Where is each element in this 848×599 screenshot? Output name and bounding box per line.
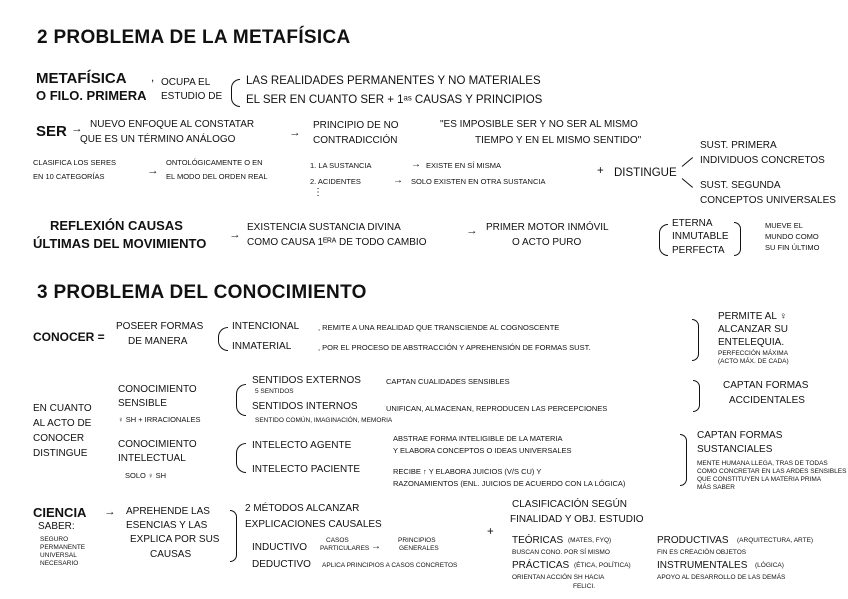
intelectual-right-bracket — [680, 434, 687, 486]
orden-real-text: EL MODO DEL ORDEN REAL — [166, 172, 268, 181]
al-acto-de: AL ACTO DE — [33, 418, 92, 429]
ocupa-text: OCUPA EL — [161, 77, 211, 88]
aprehende-1: APREHENDE LAS — [126, 506, 210, 517]
accidentes-item: 2. ACIDENTES — [310, 177, 361, 186]
sensible-right-bracket — [693, 380, 700, 412]
practicas-label: PRÁCTICAS — [512, 560, 570, 571]
sensible-bracket — [236, 384, 246, 416]
ontologicamente-text: ONTOLÓGICAMENTE O EN — [166, 158, 263, 167]
ciencia-arrow: → — [104, 506, 116, 518]
distingue-label: DISTINGUE — [614, 167, 677, 179]
sensible-sujetos: ♀ SH + IRRACIONALES — [118, 415, 201, 424]
principio-label: PRINCIPIO DE NO — [313, 120, 399, 131]
instrumentales-ejemplos: (LÓGICA) — [755, 562, 784, 569]
conocer: CONOCER — [33, 433, 85, 444]
captan-formas-1: CAPTAN FORMAS — [723, 380, 809, 391]
reflexion-label: REFLEXIÓN CAUSAS — [50, 218, 183, 233]
aprehende-4: CAUSAS — [150, 549, 192, 560]
primer-motor: PRIMER MOTOR INMÓVIL — [486, 222, 609, 233]
instrumentales-desc: APOYO AL DESARROLLO DE LAS DEMÁS — [657, 574, 786, 581]
conocer-right-bracket — [692, 319, 699, 361]
perfeccion-maxima: PERFECCIÓN MÁXIMA — [718, 350, 789, 357]
clasificacion-2: FINALIDAD Y OBJ. ESTUDIO — [510, 514, 644, 525]
aprehende-2: ESENCIAS Y LAS — [126, 520, 208, 531]
clasifica-plus: + — [597, 165, 604, 177]
intel-note-4: MÁS SABER — [697, 484, 735, 491]
alcanzar-su: ALCANZAR SU — [718, 324, 789, 335]
de-manera: DE MANERA — [128, 336, 188, 347]
conocimiento-sensible-1: CONOCIMIENTO — [118, 384, 197, 395]
saber-label: SABER: — [38, 521, 75, 532]
saber-permanente: PERMANENTE — [40, 544, 86, 551]
practicas-ejemplos: (ÉTICA, POLÍTICA) — [574, 562, 631, 569]
productivas-label: PRODUCTIVAS — [657, 535, 729, 546]
intel-note-1: MENTE HUMANA LLEGA, TRAS DE TODAS — [697, 460, 828, 467]
ser-arrow: → — [71, 123, 83, 135]
causa-cambio: COMO CAUSA 1ᴱᴿᴬ DE TODO CAMBIO — [247, 237, 427, 248]
practicas-desc-2: FELICI. — [573, 583, 596, 590]
accidentes-desc: SOLO EXISTEN EN OTRA SUSTANCIA — [411, 177, 546, 186]
poseer-formas: POSEER FORMAS — [116, 321, 204, 332]
saber-seguro: SEGURO — [40, 536, 69, 543]
deductivo-label: DEDUCTIVO — [252, 559, 311, 570]
conocer-bracket — [218, 327, 228, 351]
imposible-quote-2: TIEMPO Y EN EL MISMO SENTIDO" — [475, 135, 642, 146]
perfecta: PERFECTA — [672, 245, 725, 256]
eterna: ETERNA — [672, 218, 713, 229]
teoricas-desc: BUSCAN CONO. POR SÍ MISMO — [512, 549, 610, 556]
accidentales: ACCIDENTALES — [729, 395, 805, 406]
intel-note-3: QUE CONSTITUYEN LA MATERIA PRIMA — [697, 476, 822, 483]
section-3-title: 3 PROBLEMA DEL CONOCIMIENTO — [37, 282, 367, 303]
distingue-branch-down — [682, 178, 693, 188]
captan-formas-2: CAPTAN FORMAS — [697, 430, 783, 441]
motor-bracket — [659, 224, 668, 256]
meta-comma: , — [151, 72, 155, 84]
sustancia-arrow: → — [411, 159, 421, 170]
mundo-como: MUNDO COMO — [765, 232, 819, 241]
en-cuanto: EN CUANTO — [33, 403, 92, 414]
sentidos-internos: SENTIDOS INTERNOS — [252, 401, 358, 412]
distingue: DISTINGUE — [33, 448, 88, 459]
clasificacion-1: CLASIFICACIÓN SEGÚN — [512, 499, 628, 510]
intelecto-paciente: INTELECTO PACIENTE — [252, 464, 360, 475]
intelectual-bracket — [236, 443, 246, 473]
clasifica-arrow: → — [147, 165, 159, 177]
fin-ultimo: SU FIN ÚLTIMO — [765, 243, 820, 252]
sustancia-item: 1. LA SUSTANCIA — [310, 161, 372, 170]
externos-desc: CAPTAN CUALIDADES SENSIBLES — [386, 377, 510, 386]
mueve-el: MUEVE EL — [765, 221, 803, 230]
sustancia-desc: EXISTE EN SÍ MISMA — [426, 161, 502, 170]
teoricas-ejemplos: (MATES, FYQ) — [568, 537, 612, 544]
categorias-label: EN 10 CATEGORÍAS — [33, 172, 105, 181]
saber-universal: UNIVERSAL — [40, 552, 77, 559]
cinco-sentidos: 5 SENTIDOS — [255, 388, 294, 395]
clasifica-label: CLASIFICA LOS SERES — [33, 158, 116, 167]
sustanciales: SUSTANCIALES — [697, 444, 773, 455]
contradiccion-label: CONTRADICCIÓN — [313, 135, 398, 146]
metafisica-label: METAFÍSICA — [36, 70, 127, 87]
meta-realidades: LAS REALIDADES PERMANENTES Y NO MATERIALES — [246, 75, 541, 87]
conocer-label: CONOCER = — [33, 330, 105, 344]
more-dots: ⋮ — [313, 187, 323, 198]
sust-segunda: SUST. SEGUNDA — [700, 180, 781, 191]
saber-necesario: NECESARIO — [40, 560, 79, 567]
agente-desc-1: ABSTRAE FORMA INTELIGIBLE DE LA MATERIA — [393, 434, 563, 443]
deductivo-desc: APLICA PRINCIPIOS A CASOS CONCRETOS — [322, 562, 458, 569]
agente-desc-2: Y ELABORA CONCEPTOS O IDEAS UNIVERSALES — [393, 446, 572, 455]
motor-bracket-right — [734, 222, 741, 256]
instrumentales-label: INSTRUMENTALES — [657, 560, 748, 571]
inductivo-arrow: → — [371, 541, 381, 552]
inmaterial-desc: , POR EL PROCESO DE ABSTRACCIÓN Y APREHENSIÓN DE FORMAS SUST. — [318, 343, 591, 352]
sentidos-externos: SENTIDOS EXTERNOS — [252, 375, 361, 386]
reflexion-arrow-2: → — [466, 225, 478, 237]
internos-desc: UNIFICAN, ALMACENAN, REPRODUCEN LAS PERCEPCIONES — [386, 404, 608, 413]
entelequia: ENTELEQUIA. — [718, 337, 785, 348]
ciencia-plus: + — [487, 526, 494, 538]
ser-label: SER — [36, 123, 67, 140]
ciencia-bracket — [230, 510, 237, 562]
filo-primera-label: O FILO. PRIMERA — [36, 88, 147, 103]
imposible-quote-1: "ES IMPOSIBLE SER Y NO SER AL MISMO — [440, 119, 638, 130]
inductivo-principios: PRINCIPIOS — [398, 537, 436, 544]
inmaterial-label: INMATERIAL — [232, 341, 292, 352]
acto-max: (ACTO MÁX. DE CADA) — [718, 358, 789, 365]
metodos-1: 2 MÉTODOS ALCANZAR — [245, 503, 360, 514]
ciencia-label: CIENCIA — [33, 505, 87, 520]
metodos-2: EXPLICACIONES CAUSALES — [245, 519, 382, 530]
paciente-desc-1: RECIBE ↑ Y ELABORA JUICIOS (V/S CU) Y — [393, 467, 542, 476]
conceptos-universales: CONCEPTOS UNIVERSALES — [700, 195, 836, 206]
productivas-ejemplos: (ARQUITECTURA, ARTE) — [737, 537, 814, 544]
teoricas-label: TEÓRICAS — [512, 535, 564, 546]
individuos-concretos: INDIVIDUOS CONCRETOS — [700, 155, 825, 166]
ultimas-movimiento-label: ÚLTIMAS DEL MOVIMIENTO — [33, 236, 207, 251]
existencia-sustancia: EXISTENCIA SUSTANCIA DIVINA — [247, 222, 401, 233]
meta-bracket — [231, 79, 240, 107]
ser-enfoque: NUEVO ENFOQUE AL CONSTATAR — [90, 119, 255, 130]
sust-primera: SUST. PRIMERA — [700, 140, 777, 151]
intelectual-sujetos: SOLO ♀ SH — [125, 471, 167, 480]
accidentes-arrow: → — [393, 175, 403, 186]
paciente-desc-2: RAZONAMIENTOS (ENL. JUICIOS DE ACUERDO CON LA LÓGICA) — [393, 479, 626, 488]
inductivo-particulares: PARTICULARES — [320, 545, 370, 552]
inductivo-generales: GENERALES — [399, 545, 439, 552]
conocimiento-sensible-2: SENSIBLE — [118, 398, 167, 409]
practicas-desc-1: ORIENTAN ACCIÓN SH HACIA — [512, 574, 605, 581]
permite-al: PERMITE AL ♀ — [718, 311, 787, 322]
estudio-text: ESTUDIO DE — [161, 91, 223, 102]
intencional-label: INTENCIONAL — [232, 321, 300, 332]
inmutable: INMUTABLE — [672, 231, 729, 242]
inductivo-label: INDUCTIVO — [252, 542, 307, 553]
acto-puro: O ACTO PURO — [512, 237, 582, 248]
intencional-desc: , REMITE A UNA REALIDAD QUE TRANSCIENDE AL COGNOSCENTE — [318, 323, 560, 332]
ser-analogo: QUE ES UN TÉRMINO ANÁLOGO — [80, 134, 236, 145]
intel-note-2: COMO CONCRETAR EN LAS ARDES SENSIBLES — [697, 468, 847, 475]
reflexion-arrow: → — [229, 229, 241, 241]
conocimiento-intelectual-2: INTELECTUAL — [118, 453, 186, 464]
section-2-title: 2 PROBLEMA DE LA METAFÍSICA — [37, 27, 351, 48]
productivas-desc: FIN ES CREACIÓN OBJETOS — [657, 549, 747, 556]
aprehende-3: EXPLICA POR SUS — [130, 534, 220, 545]
sentidos-internos-list: SENTIDO COMÚN, IMAGINACIÓN, MEMORIA — [255, 417, 393, 424]
intelecto-agente: INTELECTO AGENTE — [252, 440, 352, 451]
conocimiento-intelectual-1: CONOCIMIENTO — [118, 439, 197, 450]
meta-ser: EL SER EN CUANTO SER + 1ᵃˢ CAUSAS Y PRINCIPIOS — [246, 94, 543, 106]
inductivo-casos: CASOS — [326, 537, 349, 544]
ser-arrow-2: → — [289, 127, 301, 139]
distingue-branch-up — [682, 157, 693, 167]
